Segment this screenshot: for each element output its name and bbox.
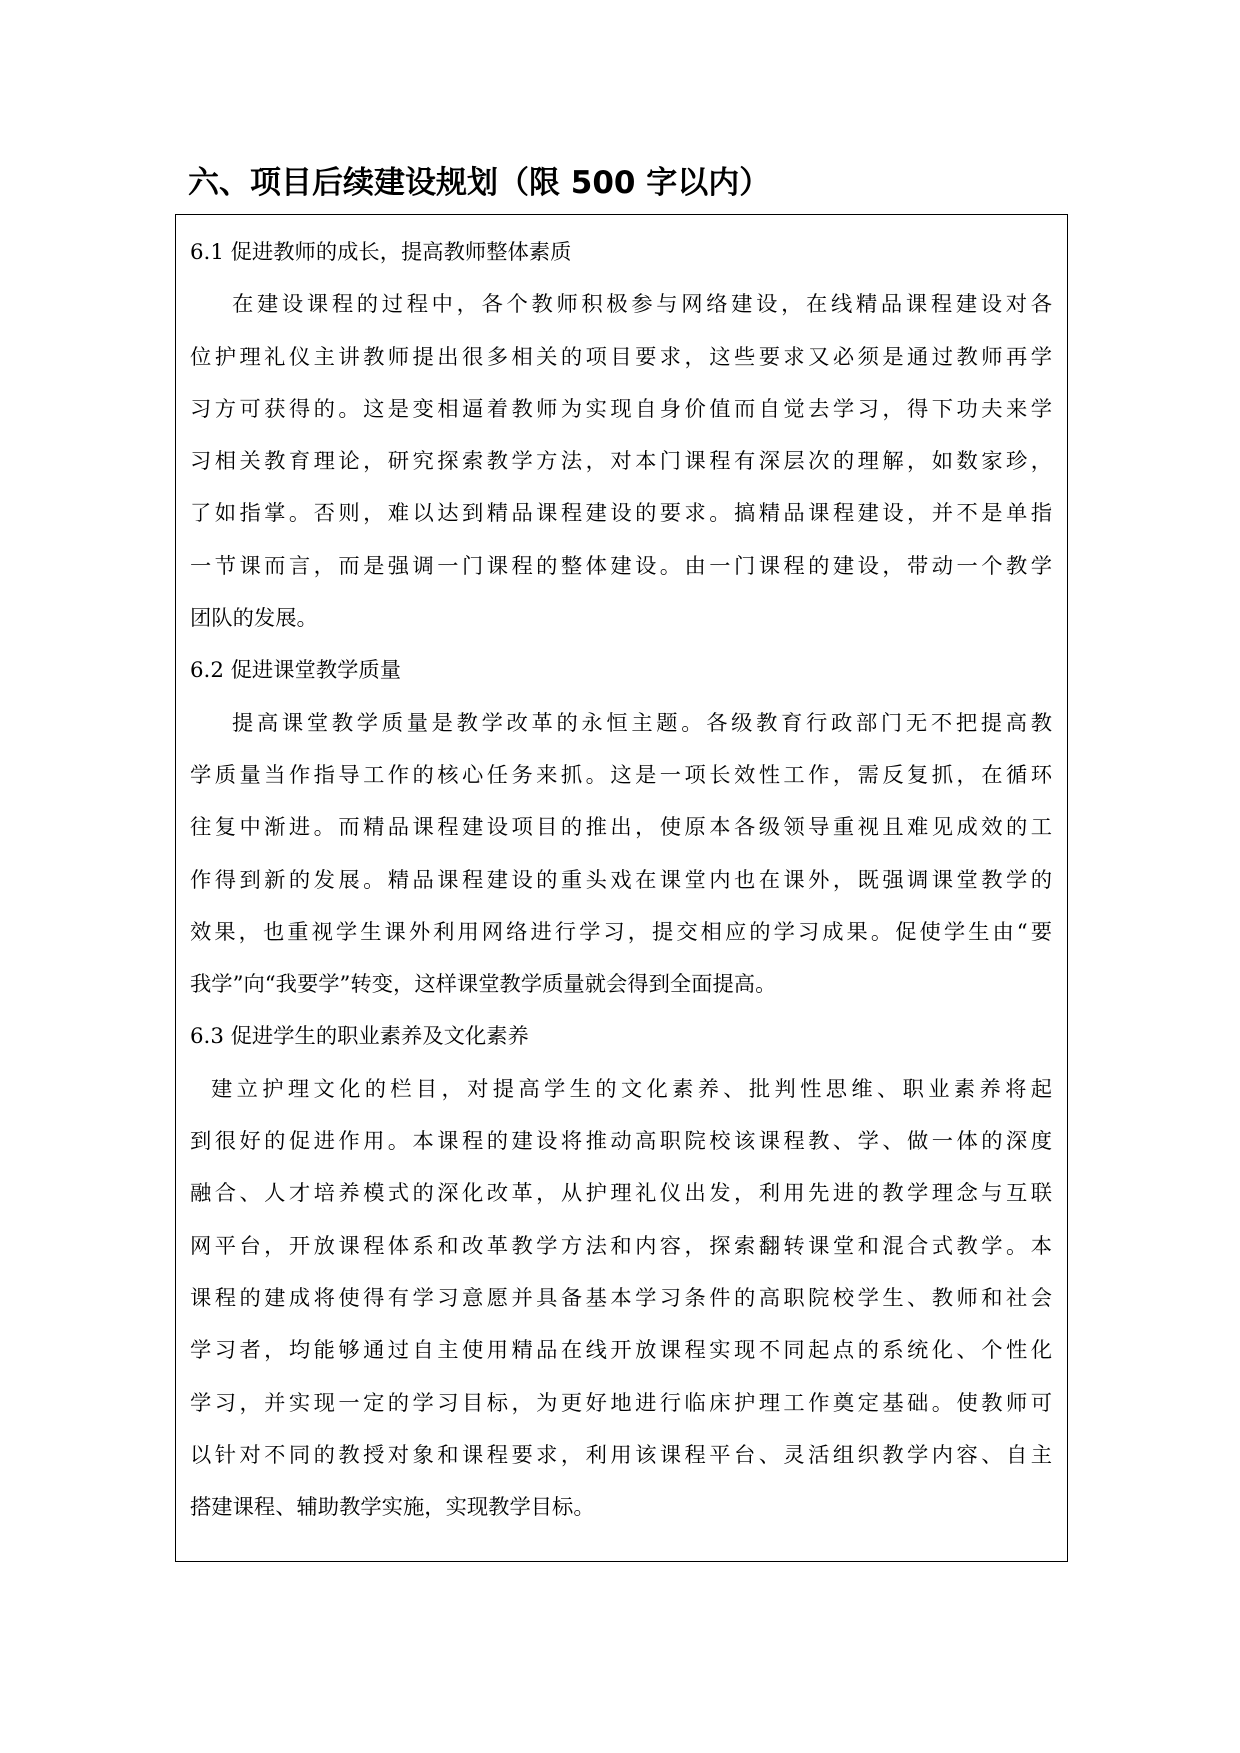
paragraph-line: 学习者，均能够通过自主使用精品在线开放课程实现不同起点的系统化、个性化 bbox=[190, 1338, 1052, 1364]
paragraph-line: 习相关教育理论，研究探索教学方法，对本门课程有深层次的理解，如数家珍， bbox=[190, 449, 1052, 475]
paragraph-line: 以针对不同的教授对象和课程要求，利用该课程平台、灵活组织教学内容、自主 bbox=[190, 1442, 1052, 1468]
paragraph-line: 了如指掌。否则，难以达到精品课程建设的要求。搞精品课程建设，并不是单指 bbox=[190, 501, 1052, 527]
content-text bbox=[190, 227, 1052, 1534]
paragraph-line: 提高课堂教学质量是教学改革的永恒主题。各级教育行政部门无不把提高教 bbox=[232, 710, 1052, 736]
paragraph-line: 团队的发展。 bbox=[190, 606, 318, 632]
paragraph-line: 课程的建成将使得有学习意愿并具备基本学习条件的高职院校学生、教师和社会 bbox=[190, 1285, 1052, 1311]
paragraph-line: 学质量当作指导工作的核心任务来抓。这是一项长效性工作，需反复抓，在循环 bbox=[190, 762, 1052, 788]
paragraph-line: 我学”向“我要学”转变，这样课堂教学质量就会得到全面提高。 bbox=[190, 972, 777, 998]
paragraph-line: 效果，也重视学生课外利用网络进行学习，提交相应的学习成果。促使学生由“要 bbox=[190, 919, 1052, 945]
subsection-title-6-3: 6.3 促进学生的职业素养及文化素养 bbox=[190, 1024, 529, 1050]
section-heading: 六、项目后续建设规划（限 500 字以内） bbox=[188, 165, 771, 201]
paragraph-line: 到很好的促进作用。本课程的建设将推动高职院校该课程教、学、做一体的深度 bbox=[190, 1129, 1052, 1155]
content-box bbox=[175, 214, 1068, 1562]
paragraph-line: 往复中渐进。而精品课程建设项目的推出，使原本各级领导重视且难见成效的工 bbox=[190, 815, 1052, 841]
subsection-title-6-2: 6.2 促进课堂教学质量 bbox=[190, 658, 402, 684]
paragraph-line: 学习，并实现一定的学习目标，为更好地进行临床护理工作奠定基础。使教师可 bbox=[190, 1390, 1052, 1416]
subsection-title-6-1: 6.1 促进教师的成长，提高教师整体素质 bbox=[190, 240, 572, 265]
paragraph-line: 习方可获得的。这是变相逼着教师为实现自身价值而自觉去学习，得下功夫来学 bbox=[190, 396, 1052, 422]
paragraph-line: 作得到新的发展。精品课程建设的重头戏在课堂内也在课外，既强调课堂教学的 bbox=[190, 867, 1052, 893]
paragraph-line: 位护理礼仪主讲教师提出很多相关的项目要求，这些要求又必须是通过教师再学 bbox=[190, 344, 1052, 370]
paragraph-line: 一节课而言，而是强调一门课程的整体建设。由一门课程的建设，带动一个教学 bbox=[190, 553, 1052, 579]
paragraph-line: 建立护理文化的栏目，对提高学生的文化素养、批判性思维、职业素养将起 bbox=[211, 1076, 1052, 1102]
paragraph-line: 融合、人才培养模式的深化改革，从护理礼仪出发，利用先进的教学理念与互联 bbox=[190, 1181, 1052, 1207]
paragraph-line: 网平台，开放课程体系和改革教学方法和内容，探索翻转课堂和混合式教学。本 bbox=[190, 1233, 1052, 1259]
paragraph-line: 搭建课程、辅助教学实施，实现教学目标。 bbox=[190, 1495, 595, 1521]
paragraph-line: 在建设课程的过程中，各个教师积极参与网络建设，在线精品课程建设对各 bbox=[232, 292, 1052, 318]
